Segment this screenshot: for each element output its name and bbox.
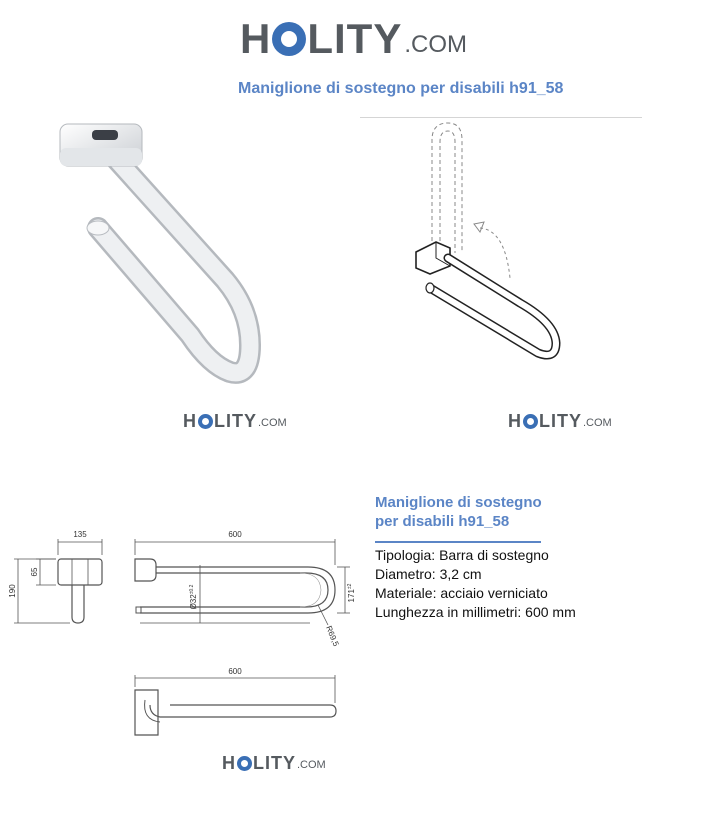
- folding-diagram: [400, 118, 580, 368]
- logo-domain: .COM: [258, 417, 287, 429]
- spec-title-line: per disabili h91_58: [375, 513, 510, 530]
- dim-bracket-label: 65: [30, 567, 39, 577]
- holity-logo-small[interactable]: [183, 412, 287, 430]
- logo-letters-lity: LITY: [214, 411, 257, 431]
- dim-diameter-label: $Ø32^{\pm 0.2}$: [189, 584, 198, 610]
- logo-circle-icon: [272, 22, 306, 56]
- logo-domain: .COM: [404, 31, 468, 58]
- spec-list: [375, 546, 576, 622]
- logo-circle-icon: [198, 414, 213, 429]
- spec-item-type: Tipologia: Barra di sostegno: [375, 547, 549, 563]
- logo-letter-h: H: [508, 411, 522, 431]
- logo-circle-icon: [237, 756, 252, 771]
- logo-domain: .COM: [583, 417, 612, 429]
- spec-item-material: Materiale: acciaio verniciato: [375, 585, 548, 601]
- logo-letters-lity: LITY: [307, 15, 403, 62]
- holity-logo[interactable]: [240, 15, 468, 62]
- spec-item-length: Lunghezza in millimetri: 600 mm: [375, 604, 576, 620]
- dim-depth-label: $171^{\pm 2}$: [347, 583, 356, 603]
- logo-letters-lity: LITY: [253, 753, 296, 773]
- logo-circle-icon: [523, 414, 538, 429]
- spec-divider: [375, 541, 541, 543]
- logo-letter-h: H: [240, 15, 272, 62]
- dim-length-label: 600: [228, 530, 242, 539]
- holity-logo-small[interactable]: [508, 412, 612, 430]
- dim-radius-label: R69,5: [324, 624, 341, 648]
- page-title: Maniglione di sostegno per disabili h91_58: [238, 80, 564, 97]
- logo-letter-h: H: [183, 411, 197, 431]
- logo-domain: .COM: [297, 759, 326, 771]
- dim-width-label: 135: [73, 530, 87, 539]
- logo-letter-h: H: [222, 753, 236, 773]
- dim-length-bottom-label: 600: [228, 667, 242, 676]
- spec-title: [375, 493, 542, 531]
- spec-title-line: Maniglione di sostegno: [375, 494, 542, 511]
- spec-item-diameter: Diametro: 3,2 cm: [375, 566, 482, 582]
- logo-letters-lity: LITY: [539, 411, 582, 431]
- dim-height-label: 190: [8, 584, 17, 598]
- product-photo: [50, 110, 280, 390]
- holity-logo-small[interactable]: [222, 754, 326, 772]
- technical-drawing: [0, 525, 370, 745]
